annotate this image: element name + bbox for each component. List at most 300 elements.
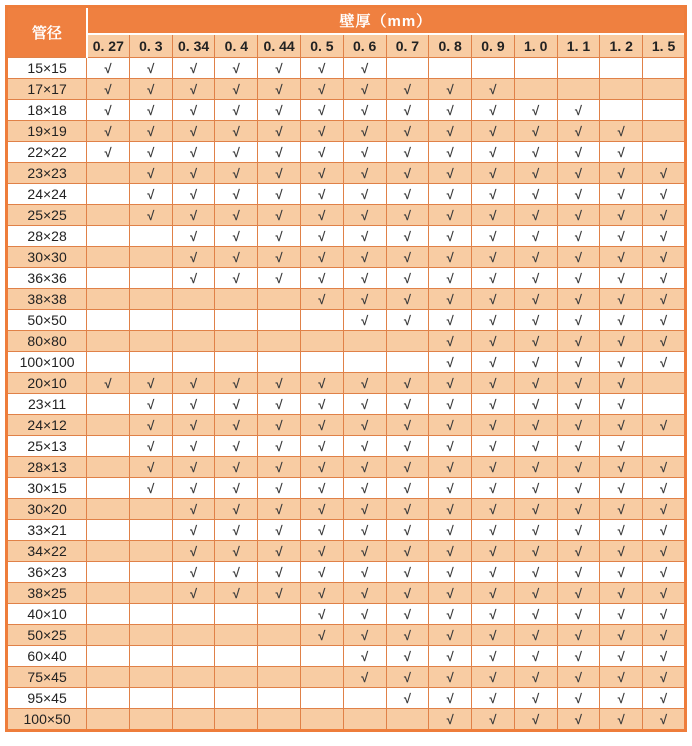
check-cell: √	[215, 205, 258, 226]
empty-cell	[258, 352, 301, 373]
check-cell: √	[514, 310, 557, 331]
check-cell: √	[557, 310, 600, 331]
check-cell: √	[429, 247, 472, 268]
check-cell: √	[172, 562, 215, 583]
empty-cell	[343, 331, 386, 352]
check-cell: √	[258, 79, 301, 100]
check-cell: √	[557, 184, 600, 205]
check-cell: √	[258, 415, 301, 436]
check-cell: √	[215, 478, 258, 499]
empty-cell	[258, 604, 301, 625]
check-cell: √	[386, 100, 429, 121]
check-cell: √	[129, 142, 172, 163]
check-cell: √	[429, 289, 472, 310]
check-cell: √	[343, 520, 386, 541]
check-cell: √	[343, 268, 386, 289]
check-cell: √	[600, 268, 643, 289]
check-cell: √	[429, 604, 472, 625]
empty-cell	[87, 520, 130, 541]
table-row	[7, 625, 686, 646]
check-cell: √	[472, 79, 515, 100]
check-cell: √	[129, 478, 172, 499]
check-cell: √	[215, 541, 258, 562]
check-cell: √	[386, 436, 429, 457]
check-cell: √	[514, 457, 557, 478]
check-cell: √	[215, 268, 258, 289]
check-cell: √	[215, 520, 258, 541]
check-cell: √	[429, 583, 472, 604]
pipe-size-cell: 33×21	[7, 520, 87, 541]
empty-cell	[643, 373, 686, 394]
check-cell: √	[472, 478, 515, 499]
check-cell: √	[129, 163, 172, 184]
header-row	[7, 7, 686, 35]
check-cell: √	[429, 625, 472, 646]
check-cell: √	[557, 478, 600, 499]
check-cell: √	[129, 394, 172, 415]
empty-cell	[129, 226, 172, 247]
pipe-size-cell: 24×24	[7, 184, 87, 205]
check-cell: √	[472, 688, 515, 709]
check-cell: √	[557, 226, 600, 247]
check-cell: √	[215, 79, 258, 100]
empty-cell	[87, 646, 130, 667]
pipe-size-cell: 22×22	[7, 142, 87, 163]
check-cell: √	[514, 394, 557, 415]
thickness-column-header: 0. 4	[215, 34, 258, 58]
check-cell: √	[386, 667, 429, 688]
check-cell: √	[87, 142, 130, 163]
check-cell: √	[643, 226, 686, 247]
table-row	[7, 667, 686, 688]
check-cell: √	[429, 562, 472, 583]
check-cell: √	[557, 436, 600, 457]
pipe-size-cell: 28×28	[7, 226, 87, 247]
table-row	[7, 688, 686, 709]
check-cell: √	[343, 499, 386, 520]
check-cell: √	[514, 604, 557, 625]
check-cell: √	[300, 121, 343, 142]
check-cell: √	[472, 373, 515, 394]
table-row	[7, 646, 686, 667]
check-cell: √	[343, 184, 386, 205]
check-cell: √	[643, 289, 686, 310]
empty-cell	[129, 646, 172, 667]
empty-cell	[129, 310, 172, 331]
check-cell: √	[258, 226, 301, 247]
check-cell: √	[300, 541, 343, 562]
check-cell: √	[429, 352, 472, 373]
empty-cell	[643, 394, 686, 415]
check-cell: √	[643, 625, 686, 646]
check-cell: √	[514, 205, 557, 226]
check-cell: √	[343, 58, 386, 79]
check-cell: √	[600, 583, 643, 604]
check-cell: √	[129, 79, 172, 100]
check-cell: √	[514, 268, 557, 289]
check-cell: √	[643, 583, 686, 604]
empty-cell	[129, 562, 172, 583]
check-cell: √	[472, 415, 515, 436]
thickness-column-header: 0. 3	[129, 34, 172, 58]
empty-cell	[300, 667, 343, 688]
check-cell: √	[172, 268, 215, 289]
check-cell: √	[600, 331, 643, 352]
empty-cell	[215, 709, 258, 731]
check-cell: √	[300, 604, 343, 625]
check-cell: √	[472, 541, 515, 562]
check-cell: √	[386, 310, 429, 331]
empty-cell	[87, 709, 130, 731]
empty-cell	[87, 478, 130, 499]
empty-cell	[87, 499, 130, 520]
check-cell: √	[600, 478, 643, 499]
table-row	[7, 709, 686, 731]
check-cell: √	[386, 562, 429, 583]
check-cell: √	[429, 499, 472, 520]
check-cell: √	[472, 142, 515, 163]
check-cell: √	[600, 394, 643, 415]
check-cell: √	[300, 499, 343, 520]
empty-cell	[300, 310, 343, 331]
check-cell: √	[343, 625, 386, 646]
check-cell: √	[514, 541, 557, 562]
check-cell: √	[472, 436, 515, 457]
empty-cell	[258, 709, 301, 731]
check-cell: √	[386, 688, 429, 709]
check-cell: √	[300, 268, 343, 289]
check-cell: √	[258, 541, 301, 562]
check-cell: √	[386, 163, 429, 184]
table-row	[7, 457, 686, 478]
check-cell: √	[343, 289, 386, 310]
check-cell: √	[557, 520, 600, 541]
check-cell: √	[343, 541, 386, 562]
empty-cell	[215, 310, 258, 331]
check-cell: √	[600, 184, 643, 205]
check-cell: √	[429, 457, 472, 478]
check-cell: √	[557, 121, 600, 142]
pipe-size-cell: 80×80	[7, 331, 87, 352]
check-cell: √	[215, 142, 258, 163]
table-row	[7, 562, 686, 583]
empty-cell	[87, 268, 130, 289]
empty-cell	[300, 352, 343, 373]
check-cell: √	[514, 100, 557, 121]
check-cell: √	[386, 394, 429, 415]
check-cell: √	[258, 268, 301, 289]
check-cell: √	[643, 268, 686, 289]
check-cell: √	[600, 163, 643, 184]
check-cell: √	[429, 226, 472, 247]
check-cell: √	[343, 667, 386, 688]
pipe-size-cell: 50×50	[7, 310, 87, 331]
pipe-size-cell: 95×45	[7, 688, 87, 709]
empty-cell	[557, 79, 600, 100]
empty-cell	[87, 436, 130, 457]
empty-cell	[129, 331, 172, 352]
check-cell: √	[386, 583, 429, 604]
check-cell: √	[343, 310, 386, 331]
pipe-size-cell: 19×19	[7, 121, 87, 142]
check-cell: √	[386, 604, 429, 625]
check-cell: √	[643, 709, 686, 731]
check-cell: √	[472, 310, 515, 331]
check-cell: √	[429, 415, 472, 436]
check-cell: √	[429, 331, 472, 352]
check-cell: √	[514, 415, 557, 436]
thickness-column-header: 1. 2	[600, 34, 643, 58]
check-cell: √	[600, 289, 643, 310]
table-row	[7, 289, 686, 310]
empty-cell	[600, 100, 643, 121]
check-cell: √	[258, 562, 301, 583]
check-cell: √	[472, 352, 515, 373]
empty-cell	[87, 331, 130, 352]
empty-cell	[129, 499, 172, 520]
table-row	[7, 58, 686, 79]
check-cell: √	[600, 646, 643, 667]
check-cell: √	[386, 226, 429, 247]
check-cell: √	[600, 436, 643, 457]
table-row	[7, 247, 686, 268]
check-cell: √	[172, 247, 215, 268]
check-cell: √	[343, 373, 386, 394]
check-cell: √	[557, 100, 600, 121]
check-cell: √	[472, 394, 515, 415]
check-cell: √	[557, 142, 600, 163]
check-cell: √	[258, 142, 301, 163]
check-cell: √	[343, 562, 386, 583]
thickness-column-header: 0. 44	[258, 34, 301, 58]
check-cell: √	[514, 247, 557, 268]
pipe-size-cell: 17×17	[7, 79, 87, 100]
empty-cell	[172, 289, 215, 310]
empty-cell	[343, 352, 386, 373]
check-cell: √	[600, 205, 643, 226]
check-cell: √	[386, 205, 429, 226]
check-cell: √	[643, 646, 686, 667]
check-cell: √	[215, 184, 258, 205]
check-cell: √	[129, 436, 172, 457]
check-cell: √	[643, 163, 686, 184]
check-cell: √	[472, 667, 515, 688]
check-cell: √	[87, 373, 130, 394]
pipe-size-cell: 34×22	[7, 541, 87, 562]
check-cell: √	[514, 667, 557, 688]
check-cell: √	[215, 100, 258, 121]
empty-cell	[172, 625, 215, 646]
pipe-size-cell: 36×36	[7, 268, 87, 289]
check-cell: √	[343, 142, 386, 163]
check-cell: √	[172, 541, 215, 562]
check-cell: √	[300, 205, 343, 226]
empty-cell	[129, 604, 172, 625]
check-cell: √	[300, 583, 343, 604]
empty-cell	[343, 688, 386, 709]
check-cell: √	[472, 646, 515, 667]
check-cell: √	[429, 436, 472, 457]
table-row	[7, 100, 686, 121]
check-cell: √	[258, 457, 301, 478]
empty-cell	[87, 541, 130, 562]
check-cell: √	[300, 436, 343, 457]
check-cell: √	[600, 373, 643, 394]
empty-cell	[429, 58, 472, 79]
check-cell: √	[300, 58, 343, 79]
check-cell: √	[429, 478, 472, 499]
check-cell: √	[643, 541, 686, 562]
check-cell: √	[429, 394, 472, 415]
check-cell: √	[472, 709, 515, 731]
check-cell: √	[472, 163, 515, 184]
check-cell: √	[300, 562, 343, 583]
check-cell: √	[172, 373, 215, 394]
check-cell: √	[386, 247, 429, 268]
check-cell: √	[300, 478, 343, 499]
check-cell: √	[172, 163, 215, 184]
check-cell: √	[386, 268, 429, 289]
check-cell: √	[215, 583, 258, 604]
table-row	[7, 373, 686, 394]
check-cell: √	[514, 436, 557, 457]
check-cell: √	[215, 373, 258, 394]
check-cell: √	[600, 709, 643, 731]
check-cell: √	[172, 583, 215, 604]
check-cell: √	[386, 373, 429, 394]
empty-cell	[129, 667, 172, 688]
empty-cell	[643, 436, 686, 457]
empty-cell	[129, 583, 172, 604]
thickness-column-header: 0. 7	[386, 34, 429, 58]
empty-cell	[258, 625, 301, 646]
check-cell: √	[514, 583, 557, 604]
check-cell: √	[472, 604, 515, 625]
check-cell: √	[514, 709, 557, 731]
pipe-size-cell: 40×10	[7, 604, 87, 625]
empty-cell	[87, 247, 130, 268]
empty-cell	[129, 289, 172, 310]
check-cell: √	[472, 331, 515, 352]
check-cell: √	[386, 625, 429, 646]
empty-cell	[386, 331, 429, 352]
check-cell: √	[215, 163, 258, 184]
empty-cell	[87, 289, 130, 310]
table-row	[7, 394, 686, 415]
check-cell: √	[600, 604, 643, 625]
thickness-column-header: 1. 5	[643, 34, 686, 58]
table-row	[7, 121, 686, 142]
check-cell: √	[172, 100, 215, 121]
check-cell: √	[215, 121, 258, 142]
check-cell: √	[600, 625, 643, 646]
check-cell: √	[300, 520, 343, 541]
check-cell: √	[258, 394, 301, 415]
check-cell: √	[343, 457, 386, 478]
check-cell: √	[514, 163, 557, 184]
check-cell: √	[87, 79, 130, 100]
check-cell: √	[514, 562, 557, 583]
empty-cell	[600, 58, 643, 79]
check-cell: √	[472, 289, 515, 310]
wall-thickness-group-header: 壁厚（mm）	[87, 7, 686, 35]
empty-cell	[300, 646, 343, 667]
check-cell: √	[172, 121, 215, 142]
pipe-size-cell: 23×23	[7, 163, 87, 184]
empty-cell	[514, 58, 557, 79]
check-cell: √	[129, 457, 172, 478]
check-cell: √	[429, 520, 472, 541]
check-cell: √	[600, 667, 643, 688]
empty-cell	[129, 352, 172, 373]
pipe-size-cell: 75×45	[7, 667, 87, 688]
empty-cell	[87, 205, 130, 226]
empty-cell	[386, 709, 429, 731]
empty-cell	[343, 709, 386, 731]
check-cell: √	[343, 646, 386, 667]
check-cell: √	[643, 667, 686, 688]
check-cell: √	[557, 268, 600, 289]
check-cell: √	[386, 520, 429, 541]
check-cell: √	[600, 457, 643, 478]
table-row	[7, 184, 686, 205]
empty-cell	[87, 625, 130, 646]
table-row	[7, 478, 686, 499]
empty-cell	[129, 247, 172, 268]
check-cell: √	[514, 121, 557, 142]
pipe-size-cell: 28×13	[7, 457, 87, 478]
check-cell: √	[258, 163, 301, 184]
check-cell: √	[258, 436, 301, 457]
check-cell: √	[557, 352, 600, 373]
check-cell: √	[600, 121, 643, 142]
check-cell: √	[129, 121, 172, 142]
check-cell: √	[600, 562, 643, 583]
empty-cell	[258, 331, 301, 352]
check-cell: √	[172, 142, 215, 163]
check-cell: √	[600, 352, 643, 373]
check-cell: √	[472, 121, 515, 142]
check-cell: √	[514, 352, 557, 373]
check-cell: √	[258, 373, 301, 394]
check-cell: √	[343, 163, 386, 184]
check-cell: √	[600, 688, 643, 709]
check-cell: √	[643, 205, 686, 226]
check-cell: √	[514, 478, 557, 499]
check-cell: √	[300, 415, 343, 436]
empty-cell	[300, 688, 343, 709]
empty-cell	[172, 331, 215, 352]
empty-cell	[300, 331, 343, 352]
check-cell: √	[258, 247, 301, 268]
thickness-column-header: 1. 1	[557, 34, 600, 58]
check-cell: √	[172, 499, 215, 520]
table-row	[7, 205, 686, 226]
check-cell: √	[129, 373, 172, 394]
check-cell: √	[258, 520, 301, 541]
table-row	[7, 499, 686, 520]
empty-cell	[215, 289, 258, 310]
check-cell: √	[472, 226, 515, 247]
check-cell: √	[514, 520, 557, 541]
pipe-size-cell: 18×18	[7, 100, 87, 121]
check-cell: √	[429, 163, 472, 184]
check-cell: √	[129, 100, 172, 121]
empty-cell	[215, 625, 258, 646]
check-cell: √	[386, 79, 429, 100]
check-cell: √	[514, 142, 557, 163]
check-cell: √	[258, 478, 301, 499]
